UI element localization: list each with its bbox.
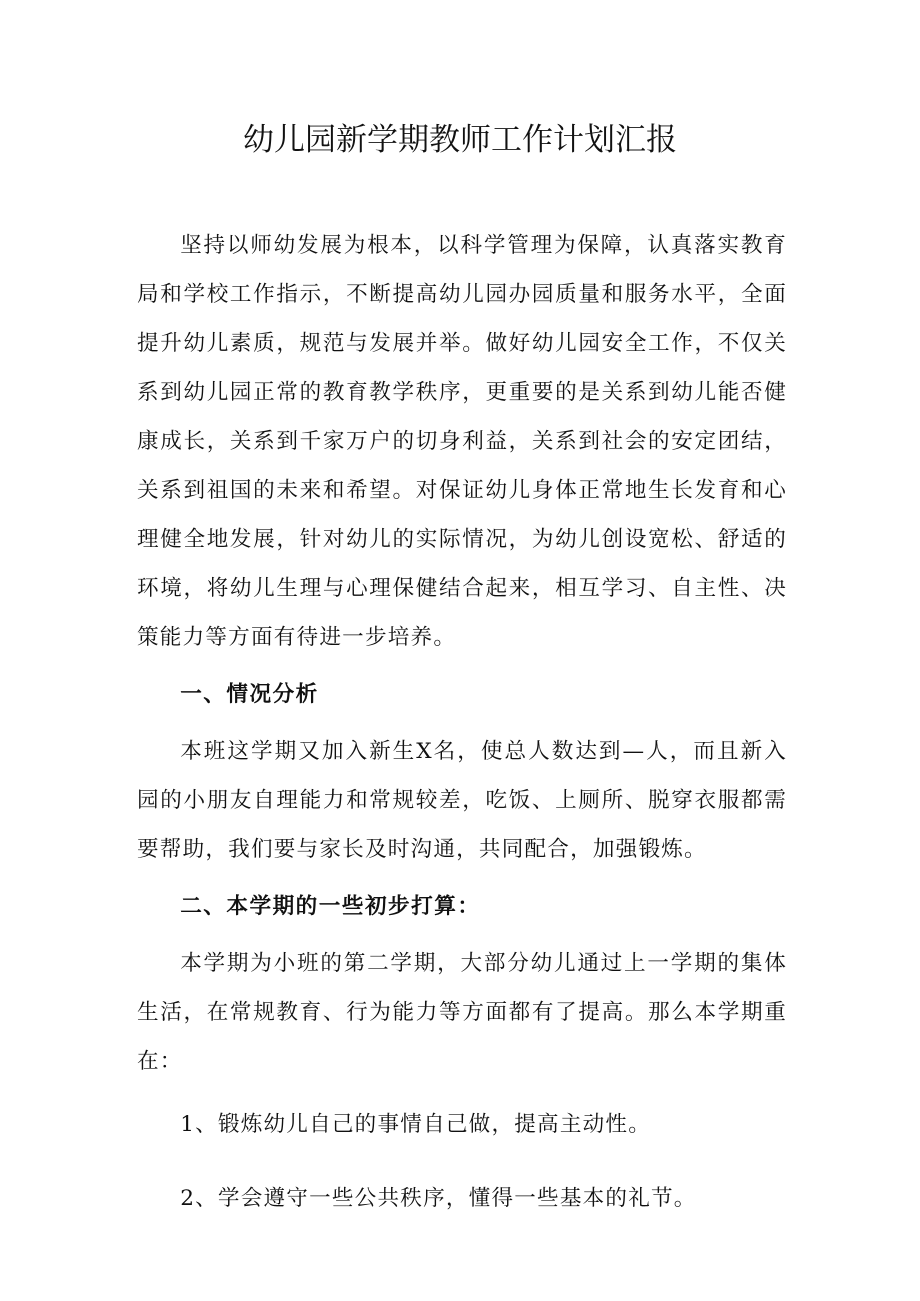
section-heading-initial-plans: 二、本学期的一些初步打算： <box>180 894 481 919</box>
document-title: 幼儿园新学期教师工作计划汇报 <box>243 122 677 158</box>
intro-paragraph: 坚持以师幼发展为根本，以科学管理为保障，认真落实教育局和学校工作指示，不断提高幼儿园办园质量和服务水平，全面提升幼儿素质，规范与发展并举。做好幼儿园安全工作，不仅关系到幼儿园正常的教育教学秩序，更重要的是关系到幼儿能否健康成长，关系到千家万户的切身利益，关系到社会的安定团结，关系到祖国的未来和希望。对保证幼儿身体正常地生长发育和心理健全地发展，针对幼儿的实际情况，为幼儿创设宽松、舒适的环境，将幼儿生理与心理保健结合起来，相互学习、自主性、决策能力等方面有待进一步培养。 <box>137 233 787 650</box>
section-heading-situation-analysis: 一、情况分析 <box>180 682 319 707</box>
document-body <box>137 221 787 1223</box>
plan-item-1: 1、锻炼幼儿自己的事情自己做，提高主动性。 <box>180 1112 652 1137</box>
initial-plans-paragraph: 本学期为小班的第二学期，大部分幼儿通过上一学期的集体生活，在常规教育、行为能力等方面都有了提高。那么本学期重在： <box>137 951 787 1074</box>
plan-item-2: 2、学会遵守一些公共秩序，懂得一些基本的礼节。 <box>180 1186 697 1211</box>
situation-analysis-paragraph: 本班这学期又加入新生X名，使总人数达到—人，而且新入园的小朋友自理能力和常规较差，吃饭、上厕所、脱穿衣服都需要帮助，我们要与家长及时沟通，共同配合，加强锻炼。 <box>137 739 787 862</box>
